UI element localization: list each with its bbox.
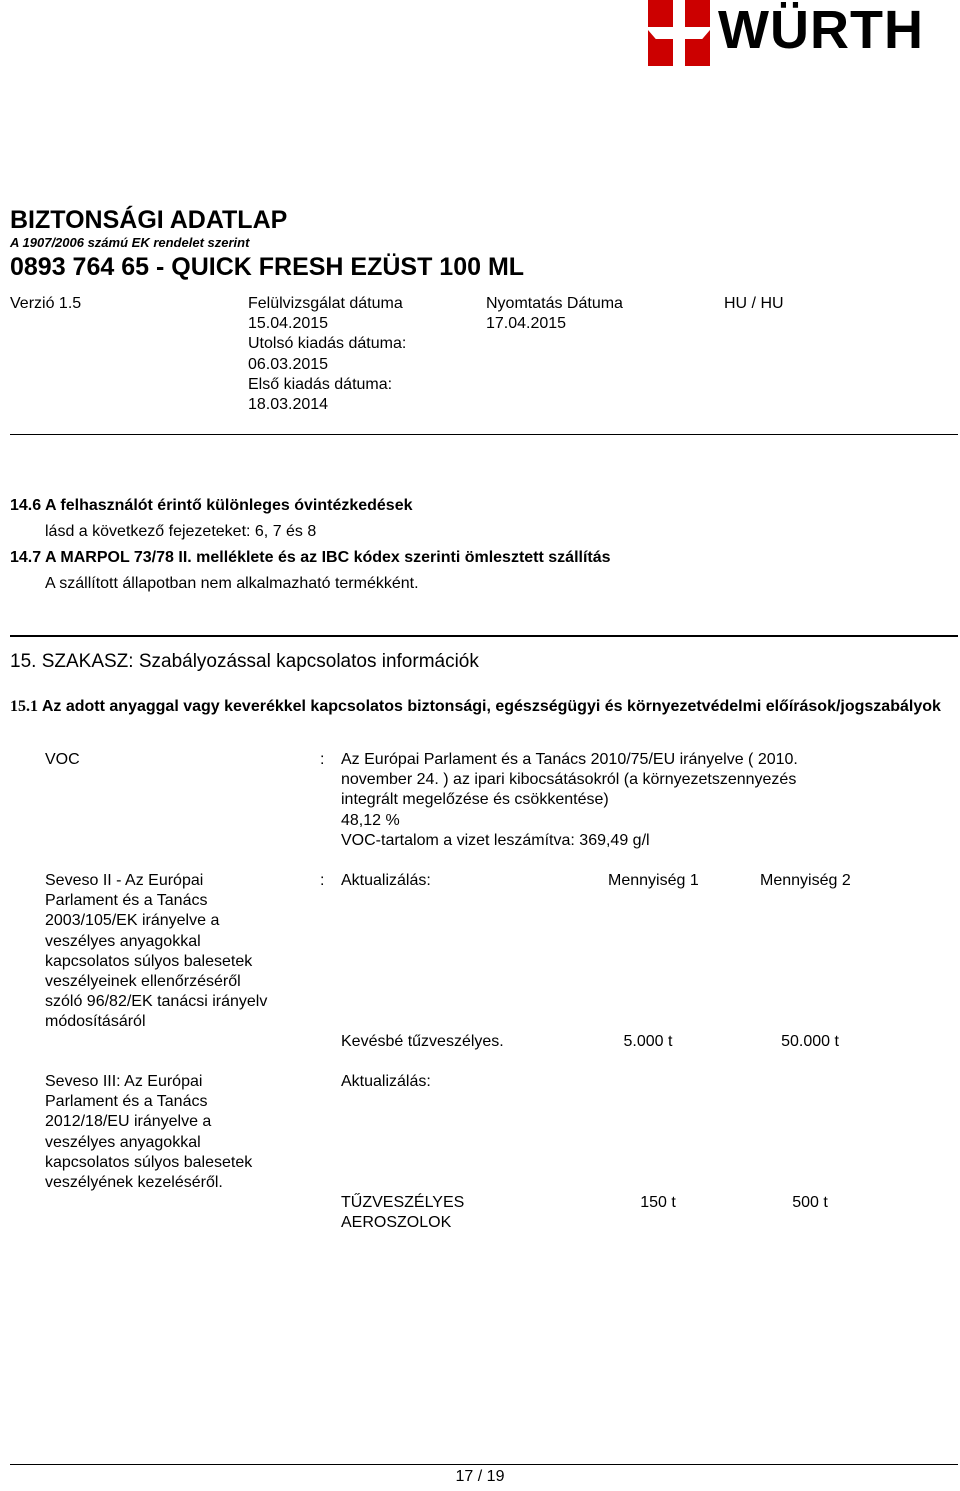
subsection-15-1 [10,697,950,718]
wurth-logo-text: WÜRTH [718,0,924,60]
s147-text: A szállított állapotban nem alkalmazható termékként. [45,575,419,592]
document-title: BIZTONSÁGI ADATLAP [10,206,288,234]
seveso2-item: Kevésbé tűzveszélyes. [341,1033,504,1050]
voc-colon: : [320,751,325,768]
seveso2-label-line: szóló 96/82/EK tanácsi irányelv [45,993,268,1011]
footer-divider [10,1464,958,1465]
seveso3-label-line: kapcsolatos súlyos balesetek [45,1153,253,1171]
s146-text: lásd a következő fejezeteket: 6, 7 és 8 [45,523,317,540]
language: HU / HU [724,295,784,312]
seveso2-label-line: kapcsolatos súlyos balesetek [45,952,253,970]
s147-title: 14.7 A MARPOL 73/78 II. melléklete és az IBC kódex szerinti ömlesztett szállítás [10,549,611,566]
last-issue-label: Utolsó kiadás dátuma: [248,335,407,353]
seveso3-label-line: veszélyes anyagokkal [45,1133,201,1151]
header-divider [10,434,958,435]
seveso3-label-line: veszélyének kezeléséről. [45,1174,223,1192]
version: Verzió 1.5 [10,295,82,312]
qty2-header: Mennyiség 2 [760,872,851,889]
seveso2-label-line: 2003/105/EK irányelve a [45,912,220,930]
qty1-header: Mennyiség 1 [608,872,699,889]
voc-line: Az Európai Parlament és a Tanács 2010/75/EU irányelve ( 2010. [341,751,798,768]
seveso3-label-line: Seveso III: Az Európai [45,1073,203,1090]
seveso2-label [45,871,305,1033]
seveso3-qty1: 150 t [640,1194,676,1211]
seveso3-item-line: TŰZVESZÉLYES [341,1194,465,1211]
first-issue-date: 18.03.2014 [248,396,329,414]
seveso2-label-line: Parlament és a Tanács [45,892,208,910]
voc-line: 48,12 % [341,811,400,829]
voc-value [341,750,798,851]
wurth-logo-mark-icon [648,0,710,66]
last-issue-date: 06.03.2015 [248,355,329,373]
seveso3-update-label: Aktualizálás: [341,1073,431,1090]
voc-line: integrált megelőzése és csökkentése) [341,791,609,809]
seveso2-label-line: veszélyeinek ellenőrzéséről [45,973,241,991]
voc-line: november 24. ) az ipari kibocsátásokról (a környezetszennyezés [341,771,797,789]
s146-title: 14.6 A felhasználót érintő különleges óvintézkedések [10,497,413,514]
document-subtitle: A 1907/2006 számú EK rendelet szerint [10,235,250,250]
seveso3-label-line: Parlament és a Tanács [45,1093,208,1111]
section-15-title: 15. SZAKASZ: Szabályozással kapcsolatos információk [10,651,479,672]
seveso2-qty1: 5.000 t [623,1033,673,1050]
section-divider [10,635,958,637]
subsection-title: Az adott anyaggal vagy keverékkel kapcsolatos biztonsági, egészségügyi és környezetvédelmi előírások/jogszabályok [41,698,941,715]
seveso2-qty2: 50.000 t [781,1033,839,1050]
print-label: Nyomtatás Dátuma [486,295,623,312]
seveso3-label [45,1072,305,1193]
product-name: 0893 764 65 - QUICK FRESH EZÜST 100 ML [10,253,525,281]
seveso2-update-label: Aktualizálás: [341,872,431,889]
print-date: 17.04.2015 [486,315,567,333]
page-number: 17 / 19 [455,1468,505,1485]
seveso2-colon: : [320,872,325,889]
seveso3-item [341,1193,464,1233]
subsection-number: 15.1 [10,698,38,715]
voc-line: VOC-tartalom a vizet leszámítva: 369,49 g/l [341,831,650,849]
revision-label: Felülvizsgálat dátuma [248,295,403,312]
voc-label: VOC [45,751,80,768]
seveso3-item-line: AEROSZOLOK [341,1214,452,1232]
seveso2-label-line: veszélyes anyagokkal [45,932,201,950]
seveso2-label-line: Seveso II - Az Európai [45,872,204,889]
revision-date: 15.04.2015 [248,315,329,333]
dates-block [248,294,406,415]
seveso2-label-line: módosításáról [45,1013,146,1031]
seveso3-qty2: 500 t [792,1194,828,1211]
print-block [486,294,623,334]
seveso3-label-line: 2012/18/EU irányelve a [45,1113,212,1131]
first-issue-label: Első kiadás dátuma: [248,375,393,393]
wurth-logo [648,0,958,66]
